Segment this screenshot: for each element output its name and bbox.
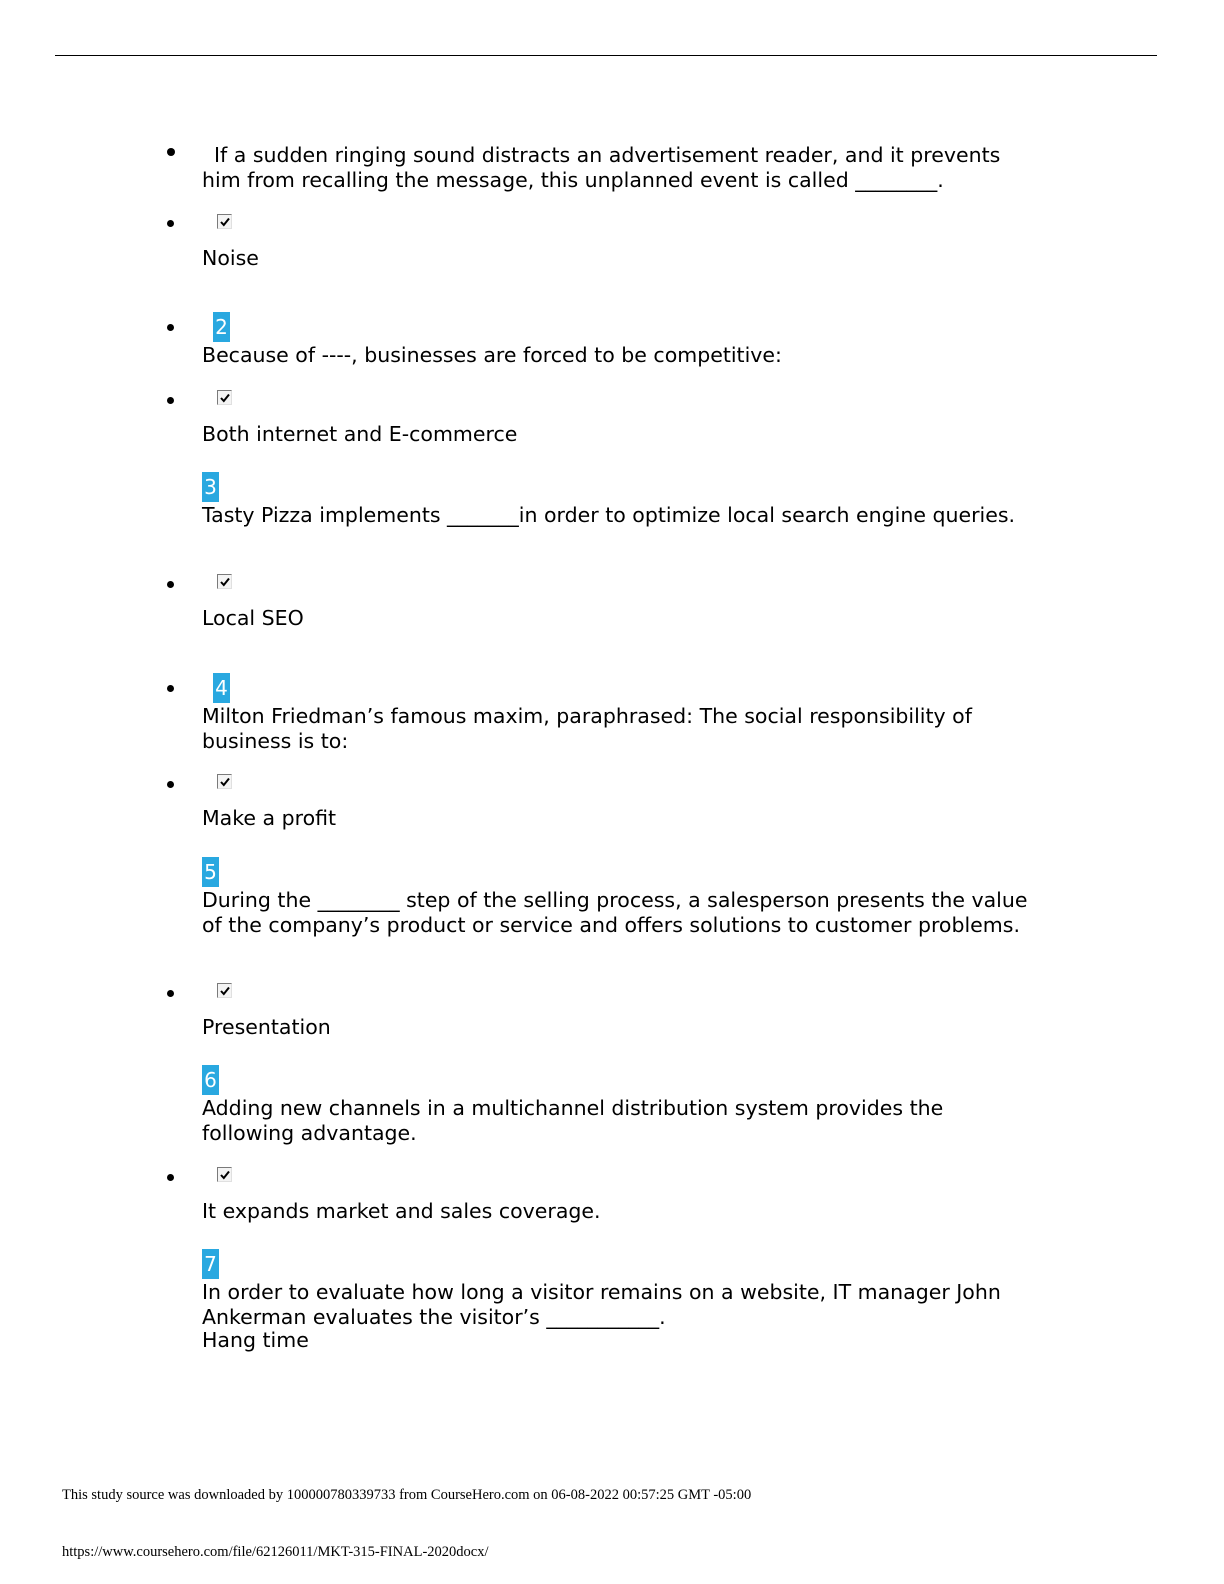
question-1-prompt: If a sudden ringing sound distracts an advertisement reader, and it prevents him from recalling the message, this unplanned event is called ________. [202, 143, 1001, 192]
question-3-prompt: Tasty Pizza implements _______in order to optimize local search engine queries. [202, 503, 1016, 527]
bullet-dot-icon [167, 324, 174, 331]
footer-url-line[interactable]: https://www.coursehero.com/file/62126011/MKT-315-FINAL-2020docx/ [62, 1544, 489, 1560]
checked-checkbox-icon [217, 574, 232, 589]
question-2-answer: Both internet and E-commerce [202, 422, 518, 446]
bullet-dot-icon [167, 220, 174, 227]
question-number-badge: 7 [202, 1249, 219, 1279]
question-6-prompt: Adding new channels in a multichannel distribution system provides the following advantage. [202, 1096, 944, 1145]
question-number-badge: 2 [213, 312, 230, 342]
question-4-prompt: Milton Friedman’s famous maxim, paraphrased: The social responsibility of business is to: [202, 704, 972, 753]
checked-checkbox-icon [217, 390, 232, 405]
question-3-answer: Local SEO [202, 606, 304, 630]
question-4-answer: Make a profit [202, 806, 337, 830]
question-5-prompt: During the ________ step of the selling process, a salesperson presents the value of the company’s product or service and offers solutions to customer problems. [202, 888, 1028, 937]
bullet-dot-icon [167, 397, 174, 404]
bullet-dot-icon [167, 781, 174, 788]
bullet-dot-icon [167, 581, 174, 588]
question-number-badge: 6 [202, 1065, 219, 1095]
bullet-dot-icon [167, 148, 175, 156]
bullet-dot-icon [167, 990, 174, 997]
question-1-answer: Noise [202, 246, 259, 270]
question-6-answer: It expands market and sales coverage. [202, 1199, 601, 1223]
question-number-badge: 5 [202, 857, 219, 887]
checked-checkbox-icon [217, 983, 232, 998]
question-2-prompt: Because of ----, businesses are forced to be competitive: [202, 343, 782, 367]
checked-checkbox-icon [217, 774, 232, 789]
question-7-prompt: In order to evaluate how long a visitor remains on a website, IT manager John Ankerman evaluates the visitor’s ___________. [202, 1280, 1001, 1329]
checked-checkbox-icon [217, 1167, 232, 1182]
footer-source-line: This study source was downloaded by 100000780339733 from CourseHero.com on 06-08-2022 00:57:25 GMT -05:00 [62, 1487, 752, 1503]
question-7-answer: Hang time [202, 1328, 309, 1352]
checked-checkbox-icon [217, 214, 232, 229]
question-5-answer: Presentation [202, 1015, 331, 1039]
question-number-badge: 4 [213, 673, 230, 703]
bullet-dot-icon [167, 685, 174, 692]
bullet-dot-icon [167, 1174, 174, 1181]
question-number-badge: 3 [202, 472, 219, 502]
